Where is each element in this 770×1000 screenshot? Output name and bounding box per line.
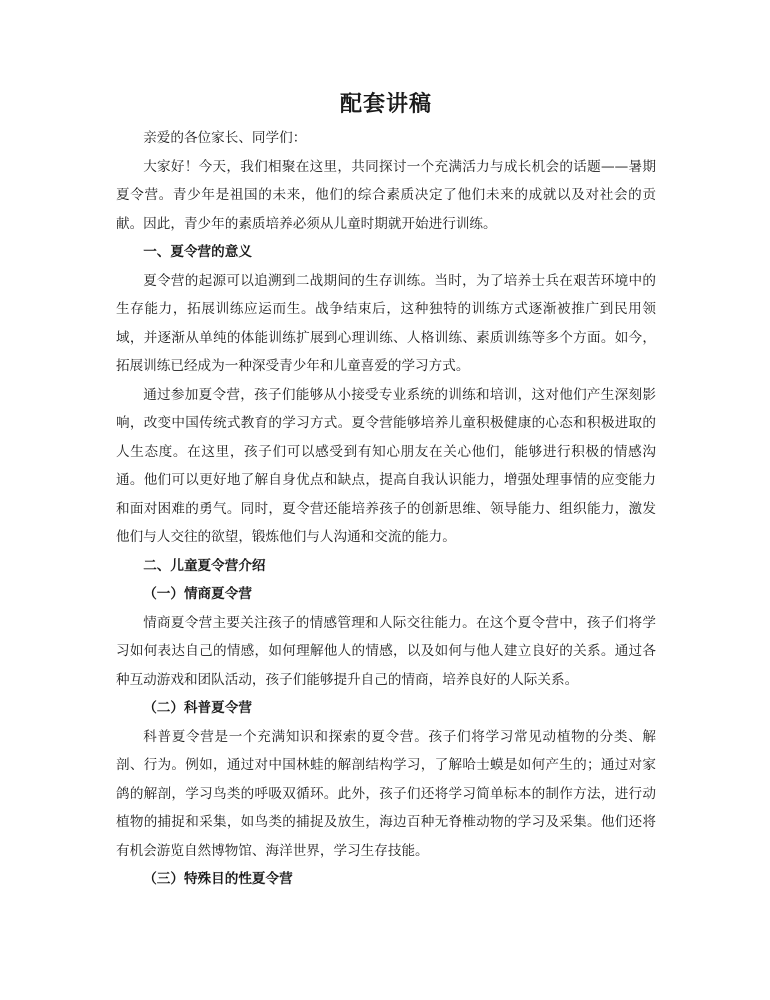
- section-heading-introduction: 二、儿童夏令营介绍: [143, 557, 266, 574]
- subsection-heading-eq-camp: （一）情商夏令营: [143, 586, 252, 602]
- intro-paragraph: 大家好！今天，我们相聚在这里，共同探讨一个充满活力与成长机会的话题——暑期夏令营。青少年是祖国的未来，他们的综合素质决定了他们未来的成就以及对社会的贡献。因此，青少年的素质培养必须从儿童时期就开始进行训练。: [116, 158, 656, 232]
- section-heading-significance: 一、夏令营的意义: [143, 244, 252, 260]
- body-paragraph: 夏令营的起源可以追溯到二战期间的生存训练。当时，为了培养士兵在艰苦环境中的生存能力，拓展训练应运而生。战争结束后，这种独特的训练方式逐渐被推广到民用领域，并逐渐从单纯的体能训练扩展到心理训练、人格训练、素质训练等多个方面。如今，拓展训练已经成为一种深受青少年和儿童喜爱的学习方式。: [116, 272, 656, 374]
- subsection-heading-special-camp: （三）特殊目的性夏令营: [143, 871, 293, 887]
- body-paragraph: 情商夏令营主要关注孩子的情感管理和人际交往能力。在这个夏令营中，孩子们将学习如何表达自己的情感，如何理解他人的情感，以及如何与他人建立良好的关系。通过各种互动游戏和团队活动，孩子们能够提升自己的情商，培养良好的人际关系。: [116, 614, 656, 688]
- body-paragraph: 通过参加夏令营，孩子们能够从小接受专业系统的训练和培训，这对他们产生深刻影响，改变中国传统式教育的学习方式。夏令营能够培养儿童积极健康的心态和积极进取的人生态度。在这里，孩子们可以感受到有知心朋友在关心他们，能够进行积极的情感沟通。他们可以更好地了解自身优点和缺点，提高自我认识能力，增强处理事情的应变能力和面对困难的勇气。同时，夏令营还能培养孩子的创新思维、领导能力、组织能力，激发他们与人交往的欲望，锻炼他们与人沟通和交流的能力。: [116, 386, 656, 545]
- subsection-heading-science-camp: （二）科普夏令营: [143, 700, 252, 716]
- document-page: [116, 88, 656, 894]
- document-title: 配套讲稿: [339, 91, 432, 117]
- body-paragraph: 科普夏令营是一个充满知识和探索的夏令营。孩子们将学习常见动植物的分类、解剖、行为。例如，通过对中国林蛙的解剖结构学习，了解哈士蟆是如何产生的；通过对家鸽的解剖，学习鸟类的呼吸双循环。此外，孩子们还将学习简单标本的制作方法，进行动植物的捕捉和采集，如鸟类的捕捉及放生，海边百种无脊椎动物的学习及采集。他们还将有机会游览自然博物馆、海洋世界，学习生存技能。: [116, 728, 656, 859]
- greeting-paragraph: 亲爱的各位家长、同学们：: [143, 130, 307, 146]
